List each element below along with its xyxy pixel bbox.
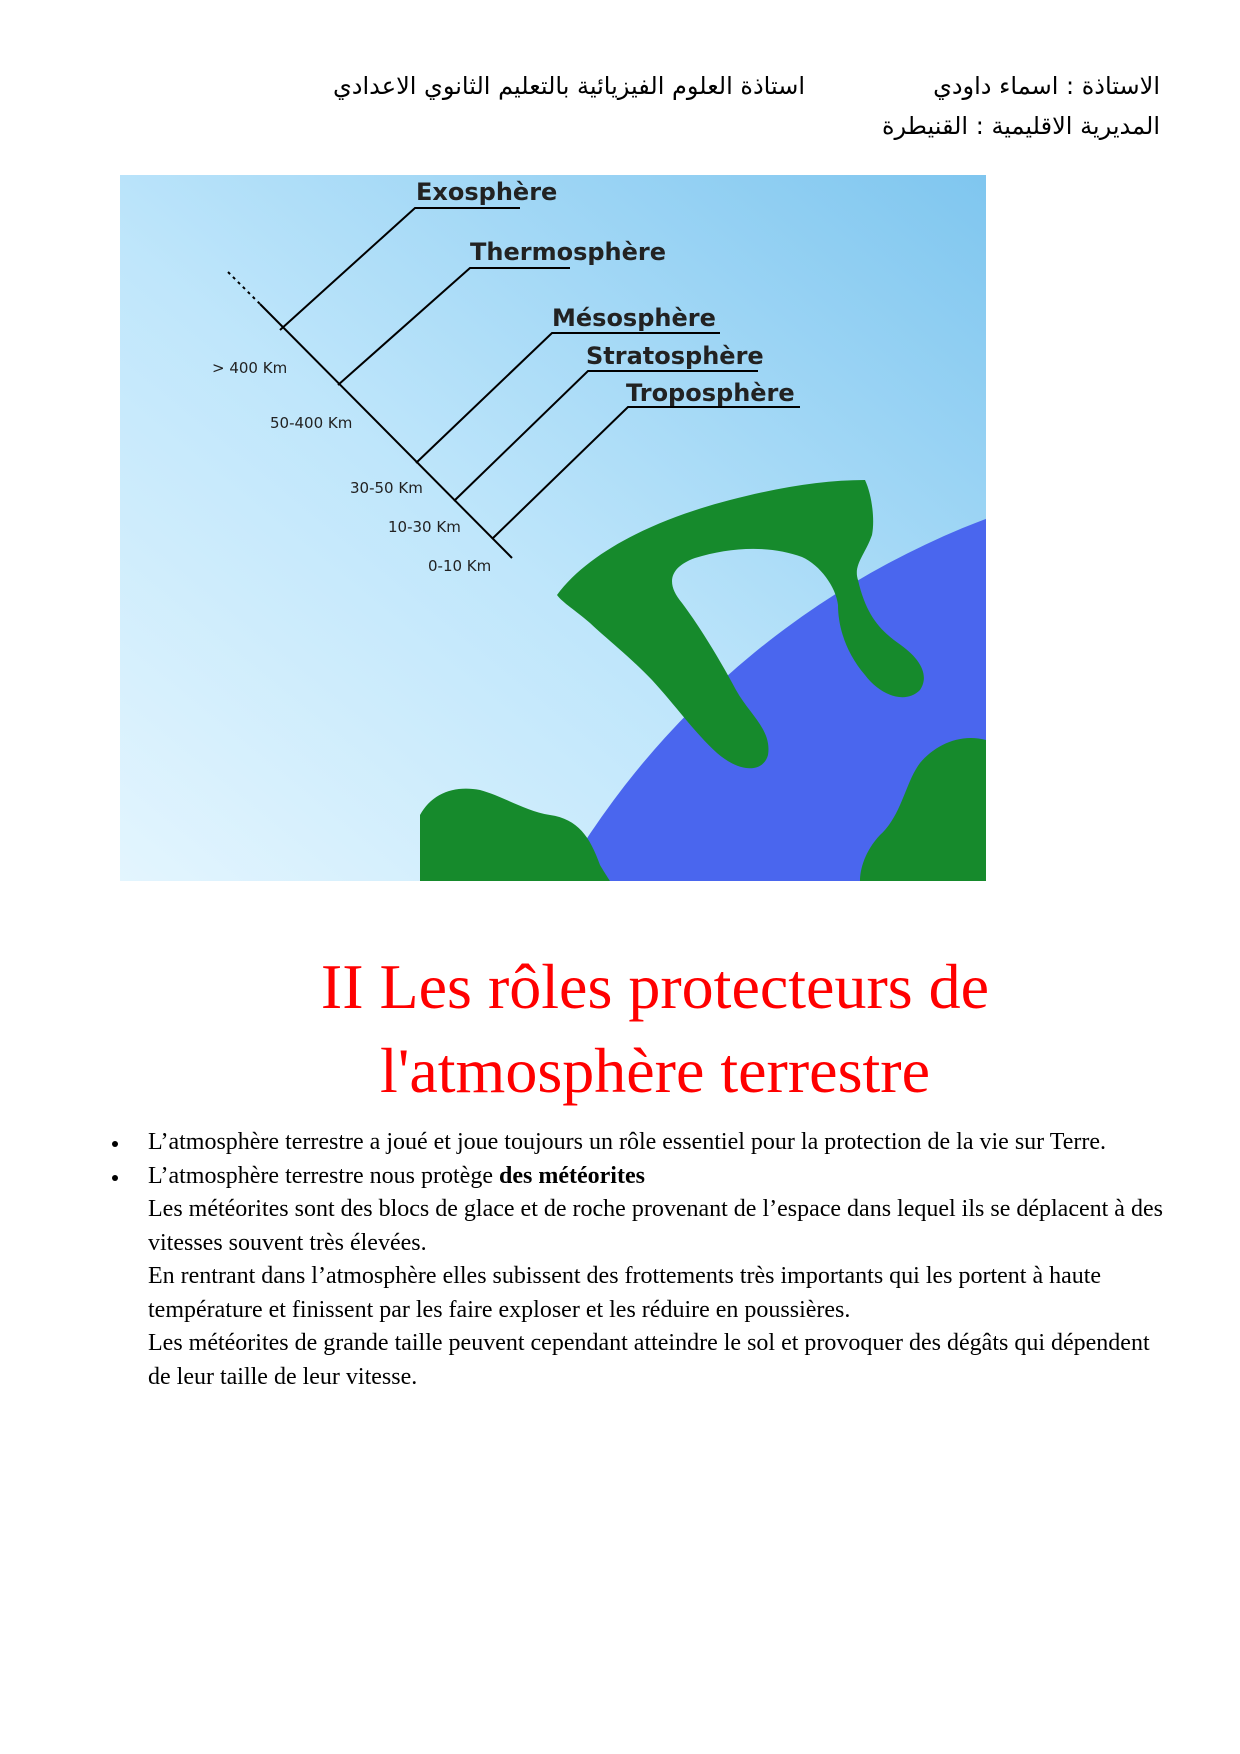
bullet-2-lead: L’atmosphère terrestre nous protège <box>148 1162 499 1189</box>
section-title-line-2: l'atmosphère terrestre <box>380 1035 930 1106</box>
provincial-direction: المديرية الاقليمية : القنيطرة <box>881 112 1160 140</box>
altitude-troposphere: 0-10 Km <box>428 557 492 575</box>
altitude-mesosphere: 30-50 Km <box>350 479 423 497</box>
label-stratosphere: Stratosphère <box>586 342 764 370</box>
bullet-list <box>96 1126 1166 1394</box>
bullet-2-heading <box>148 1160 1166 1194</box>
bullet-1-text: L’atmosphère terrestre a joué et joue toujours un rôle essentiel pour la protection de la vie sur Terre. <box>148 1129 1106 1155</box>
body-content <box>96 1126 1166 1394</box>
teacher-subject: استاذة العلوم الفيزيائية بالتعليم الثانوي الاعدادي <box>333 72 805 100</box>
meteorite-friction: En rentrant dans l’atmosphère elles subissent des frottements très importants qui les portent à haute température et finissent par les faire exploser et les réduire en poussières. <box>148 1263 1102 1323</box>
label-mesosphere: Mésosphère <box>552 304 716 332</box>
bullet-item-2 <box>96 1160 1166 1395</box>
altitude-thermosphere: 50-400 Km <box>270 414 353 432</box>
label-troposphere: Troposphère <box>626 379 795 407</box>
meteorite-large-size: Les météorites de grande taille peuvent cependant atteindre le sol et provoquer des dégâts qui dépendent de leur taille de leur vitesse. <box>148 1330 1150 1390</box>
atmosphere-layers-diagram <box>120 175 986 881</box>
section-title <box>150 945 1160 1113</box>
bullet-item-1 <box>96 1126 1166 1160</box>
meteorite-definition: Les météorites sont des blocs de glace et de roche provenant de l’espace dans lequel ils se déplacent à des vitesses souvent très élevées. <box>148 1196 1163 1256</box>
section-title-line-1: II Les rôles protecteurs de <box>320 951 990 1022</box>
bullet-2-bold: des météorites <box>499 1162 645 1189</box>
teacher-name: الاستاذة : اسماء داودي <box>933 72 1160 100</box>
altitude-stratosphere: 10-30 Km <box>388 518 461 536</box>
label-exosphere: Exosphère <box>416 178 558 206</box>
altitude-exosphere: > 400 Km <box>212 359 288 377</box>
label-thermosphere: Thermosphère <box>470 238 667 266</box>
